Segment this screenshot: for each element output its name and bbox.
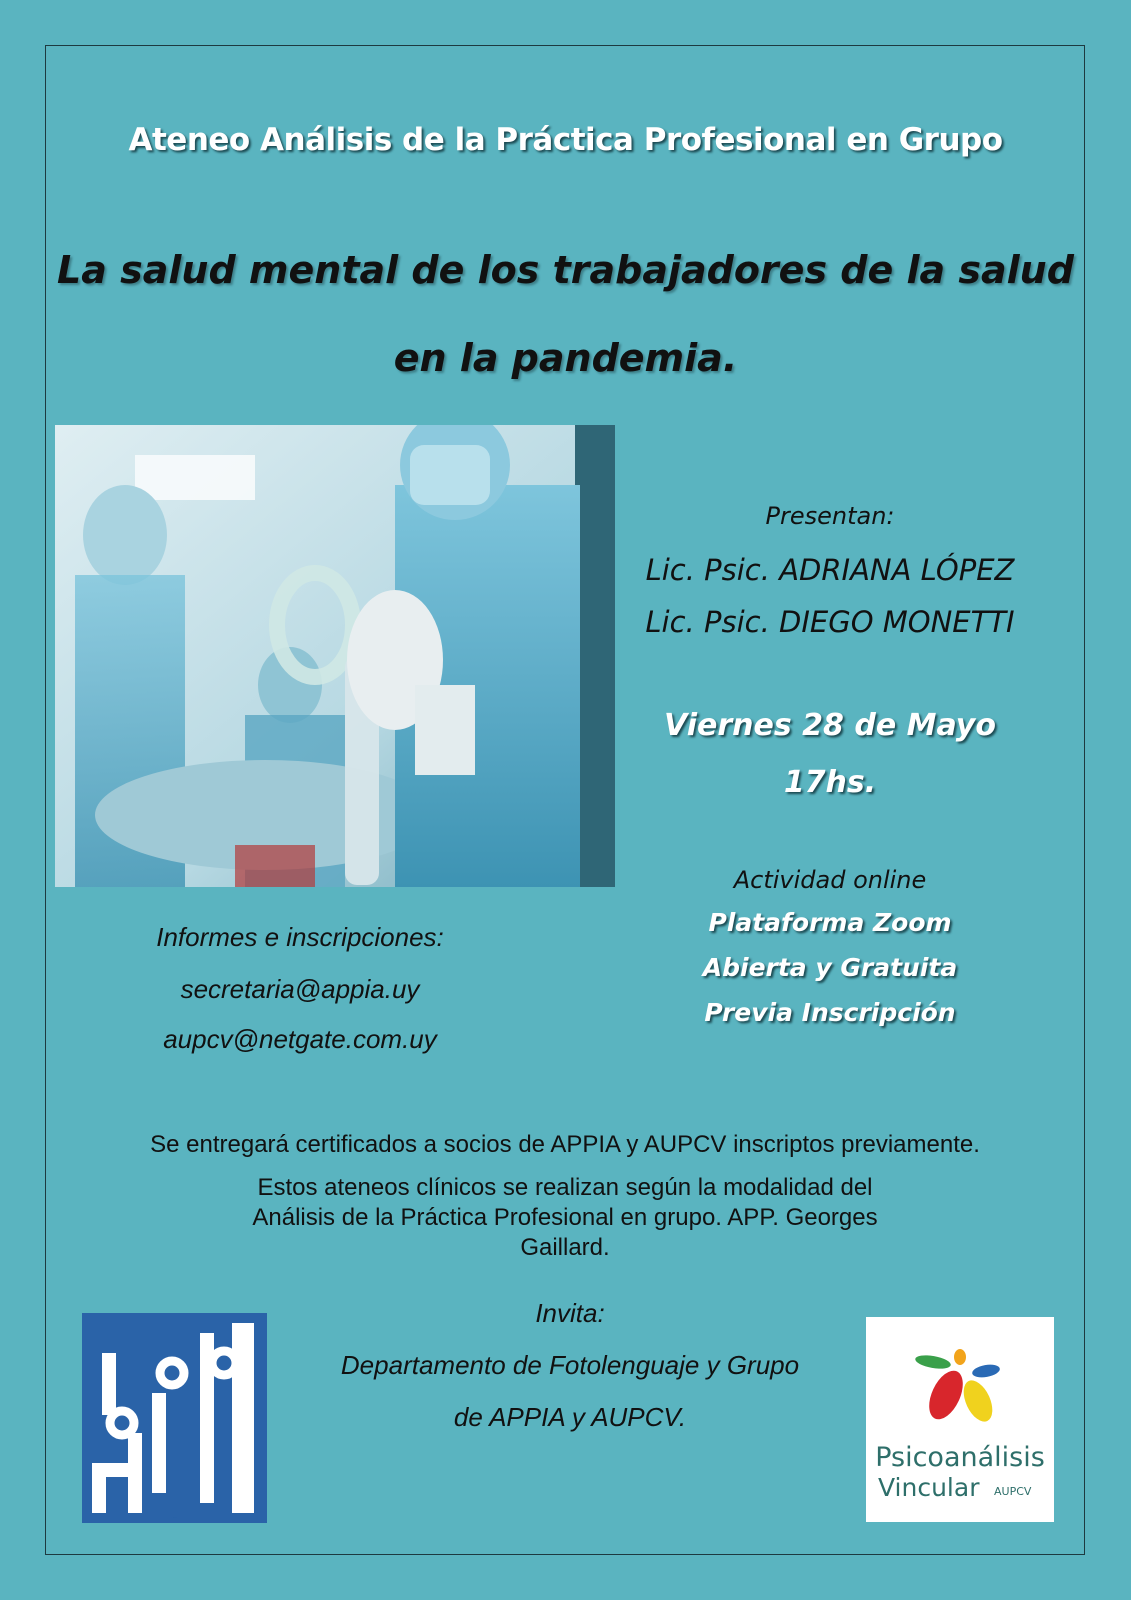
aupcv-logo-mark [866, 1317, 1054, 1437]
aupcv-logo [866, 1317, 1054, 1522]
activity-detail: Plataforma Zoom [708, 908, 952, 937]
info-label: Informes e inscripciones: [156, 922, 444, 952]
event-title-line-1: La salud mental de los trabajadores de la salud [57, 248, 1074, 292]
invita-line: Departamento de Fotolenguaje y Grupo [340, 1350, 800, 1380]
presenter-name: Lic. Psic. ADRIANA LÓPEZ [645, 553, 1015, 587]
invita-line: de APPIA y AUPCV. [453, 1402, 687, 1432]
event-time: 17hs. [783, 765, 877, 800]
event-title-line-2: en la pandemia. [393, 336, 738, 380]
modality-note: Estos ateneos clínicos se realizan según la modalidad del Análisis de la Práctica Profesional en grupo. APP. Georges Gaillard. [252, 1174, 878, 1261]
contact-email[interactable]: aupcv@netgate.com.uy [163, 1024, 437, 1054]
contact-email[interactable]: secretaria@appia.uy [180, 974, 420, 1004]
activity-detail: Abierta y Gratuita [702, 953, 958, 982]
presenters-label: Presentan: [765, 502, 895, 530]
appia-logo-text: appia [171, 1517, 177, 1519]
aupcv-logo-subtitle: Vincular [878, 1473, 980, 1502]
invita-label: Invita: [535, 1298, 605, 1328]
certificate-note: Se entregará certificados a socios de APPIA y AUPCV inscriptos previamente. [150, 1131, 980, 1158]
appia-logo [82, 1313, 267, 1523]
event-date: Viernes 28 de Mayo [664, 708, 996, 743]
event-heading: Ateneo Análisis de la Práctica Profesional en Grupo [128, 122, 1003, 158]
aupcv-logo-title: Psicoanálisis [875, 1442, 1045, 1473]
aupcv-logo-abbr: AUPCV [994, 1485, 1032, 1498]
presenter-name: Lic. Psic. DIEGO MONETTI [645, 605, 1015, 639]
activity-label: Actividad online [733, 866, 927, 894]
medical-staff-photo [55, 425, 615, 887]
activity-detail: Previa Inscripción [704, 998, 956, 1027]
